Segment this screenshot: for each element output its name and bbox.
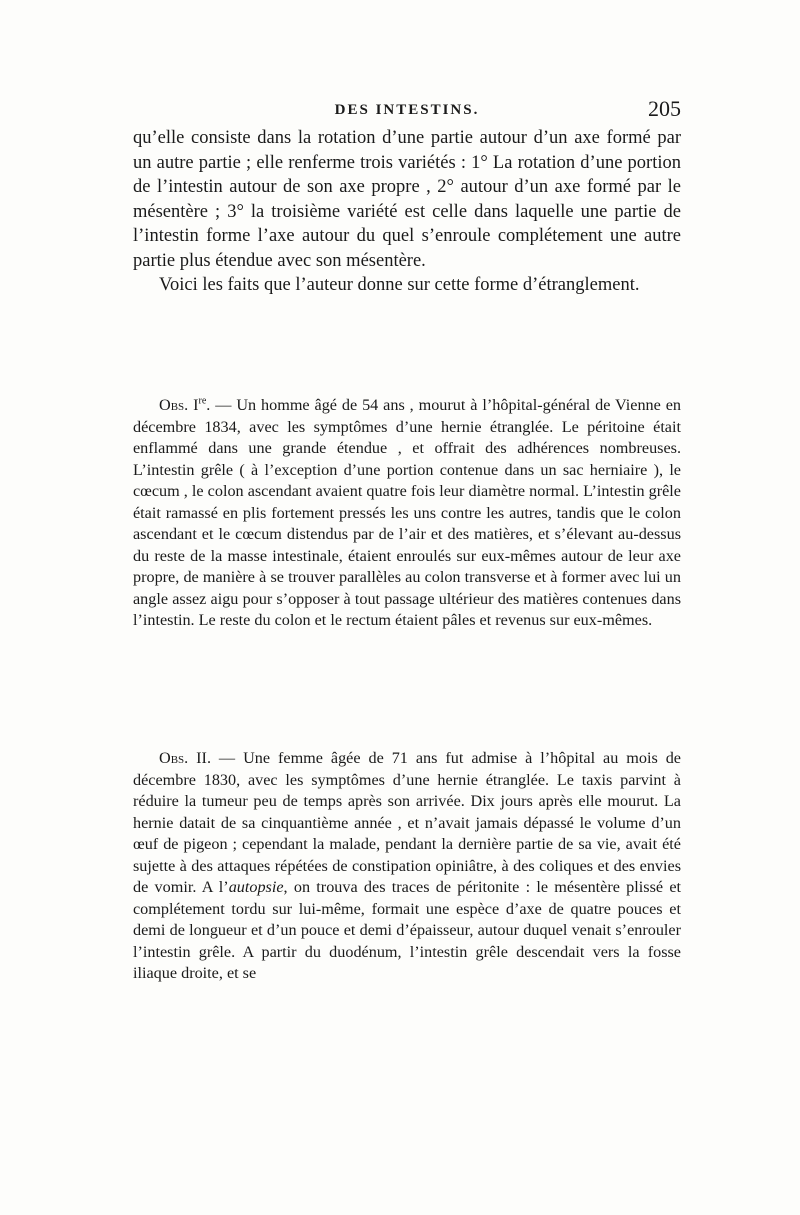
- observation-2-text-a: . — Une femme âgée de 71 ans fut admise à l’hôpital au mois de décembre 1830, avec les symptômes d’une hernie étranglée. Le taxis parvint à réduire la tumeur peu de temps après son arrivée. Dix jours après elle mourut. La hernie datait de sa cinquantième année , et n’avait jamais dépassé le volume d’un œuf de pigeon ; cependant la malade, pendant la dernière partie de sa vie, avait été sujette à des attaques répétées de constipation opiniâtre, à des coliques et des envies de vomir. A l’: [133, 749, 681, 896]
- observation-1-suffix: re: [198, 395, 207, 407]
- observation-1-label: Obs.: [159, 396, 189, 414]
- intro-text: [133, 126, 681, 298]
- observation-2-text-b: , on trouva des traces de péritonite : le mésentère plissé et complétement tordu sur lui-même, formait une espèce d’axe de quatre pouces et demi de longueur et d’un pouce et demi d’épaisseur, autour duquel venait s’enrouler l’intestin grêle. A partir du duodénum, l’intestin grêle descendait vers la fosse iliaque droite, et se: [133, 878, 681, 982]
- intro-paragraph-1: qu’elle consiste dans la rotation d’une partie autour d’un axe formé par un autre partie ; elle renferme trois variétés : 1° La rotation d’une portion de l’intestin autour de son axe propre , 2° autour d’un axe formé par le mésentère ; 3° la troisième variété est celle dans laquelle une partie de l’intestin forme l’axe autour du quel s’enroule complétement une autre partie plus étendue avec son mésentère.: [133, 128, 681, 271]
- observation-2: [133, 748, 681, 985]
- observation-1-numeral: I: [193, 396, 199, 414]
- observation-2-label: Obs.: [159, 749, 189, 767]
- running-head: DES INTESTINS.: [334, 102, 480, 118]
- observation-1-text: . — Un homme âgé de 54 ans , mourut à l’hôpital-général de Vienne en décembre 1834, avec les symptômes d’une hernie étranglée. Le péritoine était enflammé dans une grande étendue , et offrait des adhérences nombreuses. L’intestin grêle ( à l’exception d’une portion contenue dans un sac herniaire ), le cœcum , le colon ascendant avaient quatre fois leur diamètre normal. L’intestin grêle était ramassé en plis fortement pressés les uns contre les autres, tandis que le colon ascendant et le cœcum distendus par de l’air et des matières, et s’élevant au-dessus du reste de la masse intestinale, étaient enroulés sur eux-mêmes autour de leur axe propre, de manière à se trouver parallèles au colon transverse et à former avec lui un angle assez aigu pour s’opposer à tout passage ultérieur des matières contenues dans l’intestin. Le reste du colon et le rectum étaient pâles et revenus sur eux-mêmes.: [133, 396, 682, 629]
- page-header: [133, 96, 681, 126]
- observation-1: [133, 395, 681, 632]
- observation-2-paragraph: [133, 748, 681, 985]
- observation-2-italic: autopsie: [228, 878, 284, 896]
- observation-2-numeral: II: [196, 749, 207, 767]
- intro-paragraph-2: Voici les faits que l’auteur donne sur cette forme d’étranglement.: [159, 275, 640, 295]
- observation-1-paragraph: [133, 395, 681, 632]
- page-number: 205: [648, 96, 681, 121]
